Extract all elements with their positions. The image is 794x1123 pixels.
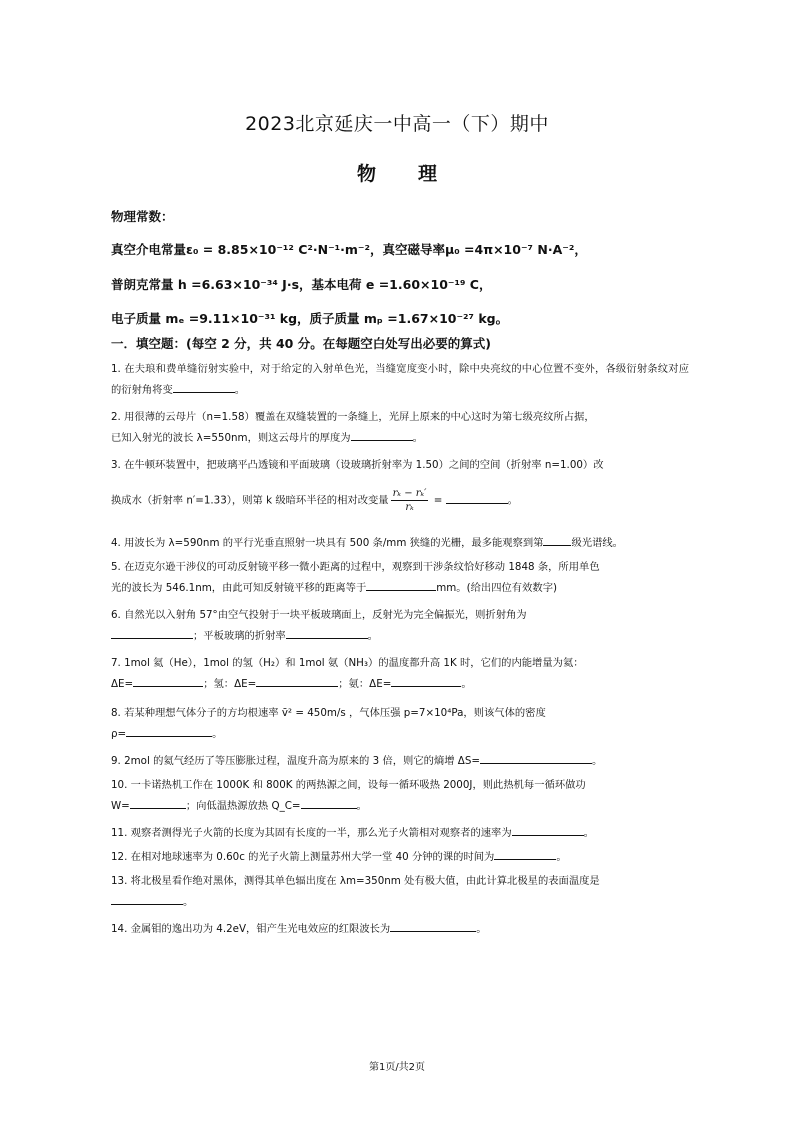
question-14 [111, 919, 689, 940]
question-1-text: 1. 在夫琅和费单缝衍射实验中，对于给定的入射单色光，当缝宽度变小时，除中央亮纹的中心位置不变外，各级衍射条纹对应的衍射角将变 [111, 363, 689, 396]
question-10-text-a: 10. 一卡诺热机工作在 1000K 和 800K 的两热源之间，设每一循环吸热 2000J，则此热机每一循环做功 [111, 779, 586, 791]
question-4-end: 级光谱线。 [571, 537, 623, 549]
question-7 [111, 653, 689, 695]
question-7-label-h2: ；氢：ΔE= [203, 678, 257, 690]
question-14-text: 14. 金属钼的逸出功为 4.2eV，钼产生光电效应的红限波长为 [111, 923, 391, 935]
question-8-text-a: 8. 若某种理想气体分子的方均根速率 v̄² = 450m/s ，气体压强 p=7×10⁴Pa，则该气体的密度 [111, 707, 546, 719]
answer-blank[interactable] [173, 380, 235, 393]
question-11-end: 。 [583, 827, 594, 839]
question-8-end: 。 [212, 728, 223, 740]
question-12 [111, 847, 689, 868]
relative-change-fraction [391, 487, 429, 514]
answer-blank[interactable] [301, 796, 357, 809]
answer-blank[interactable] [480, 751, 592, 764]
question-1-end: 。 [234, 384, 246, 396]
subject-title: 物理 [356, 163, 479, 185]
question-5-end: mm。(给出四位有效数字) [436, 582, 558, 594]
answer-blank[interactable] [494, 847, 556, 860]
question-9 [111, 751, 689, 772]
question-6-end: 。 [367, 630, 378, 642]
question-3 [111, 455, 689, 476]
answer-blank[interactable] [512, 823, 584, 836]
question-10-label-qc: ；向低温热源放热 Q_C= [185, 800, 301, 812]
answer-blank[interactable] [111, 626, 193, 639]
question-11 [111, 823, 689, 844]
question-2 [111, 407, 689, 449]
answer-blank[interactable] [286, 626, 368, 639]
answer-blank[interactable] [126, 724, 212, 737]
question-2-end: 。 [412, 432, 423, 444]
question-6 [111, 605, 689, 647]
question-7-label-he: ΔE= [111, 678, 134, 690]
question-13-end: 。 [183, 896, 194, 908]
answer-blank[interactable] [351, 428, 413, 441]
answer-blank[interactable] [256, 674, 338, 687]
question-10 [111, 775, 689, 817]
section-title: 一．填空题：(每空 2 分，共 40 分。在每题空白处写出必要的算式) [111, 336, 491, 351]
question-3-cont [111, 487, 689, 514]
question-9-text: 9. 2mol 的氦气经历了等压膨胀过程，温度升高为原来的 3 倍，则它的熵增 ΔS= [111, 755, 481, 767]
question-14-end: 。 [476, 923, 487, 935]
question-12-end: 。 [556, 851, 567, 863]
exam-title: 2023北京延庆一中高一（下）期中 [245, 113, 549, 135]
question-6-text-b: ；平板玻璃的折射率 [193, 630, 286, 642]
question-9-end: 。 [592, 755, 603, 767]
question-6-text-a: 6. 自然光以入射角 57°由空气投射于一块平板玻璃面上，反射光为完全偏振光，则折射角为 [111, 609, 527, 621]
question-7-text-a: 7. 1mol 氦（He），1mol 的氢（H₂）和 1mol 氨（NH₃）的温度都升高 1K 时，它们的内能增量为氦： [111, 657, 584, 669]
question-5-text-a: 5. 在迈克尔逊干涉仪的可动反射镜平移一微小距离的过程中，观察到干涉条纹恰好移动 1848 条，所用单色 [111, 561, 600, 573]
answer-blank[interactable] [543, 533, 571, 546]
question-8-label-rho: ρ= [111, 728, 127, 740]
question-10-label-w: W= [111, 800, 130, 812]
question-3-end: 。 [507, 494, 518, 507]
constants-heading: 物理常数： [111, 209, 174, 224]
fraction-denominator: rₖ [405, 502, 414, 513]
constants-line-1: 真空介电常量ε₀ = 8.85×10⁻¹² C²·N⁻¹·m⁻²，真空磁导率μ₀ =4π×10⁻⁷ N·A⁻²， [111, 242, 587, 257]
answer-blank[interactable] [111, 892, 183, 905]
answer-blank[interactable] [366, 578, 436, 591]
answer-blank[interactable] [446, 491, 508, 504]
question-12-text: 12. 在相对地球速率为 0.60c 的光子火箭上测量苏州大学一堂 40 分钟的课的时间为 [111, 851, 495, 863]
question-13-text: 13. 将北极星看作绝对黑体，测得其单色辐出度在 λm=350nm 处有极大值，由此计算北极星的表面温度是 [111, 875, 600, 887]
question-3-text-b: 换成水（折射率 n′=1.33），则第 k 级暗环半径的相对改变量 [111, 494, 389, 507]
question-4 [111, 533, 689, 554]
question-10-end: 。 [356, 800, 367, 812]
answer-blank[interactable] [390, 919, 476, 932]
constants-line-3: 电子质量 mₑ =9.11×10⁻³¹ kg，质子质量 mₚ =1.67×10⁻²⁷ kg。 [111, 311, 509, 326]
question-13 [111, 871, 689, 913]
question-5 [111, 557, 689, 599]
question-7-label-nh3: ；氨：ΔE= [338, 678, 392, 690]
question-2-text-a: 2. 用很薄的云母片（n=1.58）覆盖在双缝装置的一条缝上，光屏上原来的中心这时为第七级亮纹所占据， [111, 411, 595, 423]
answer-blank[interactable] [391, 674, 461, 687]
constants-line-2: 普朗克常量 h =6.63×10⁻³⁴ J·s，基本电荷 e =1.60×10⁻¹⁹ C， [111, 277, 492, 292]
question-2-text-b: 已知入射光的波长 λ=550nm，则这云母片的厚度为 [111, 432, 351, 444]
answer-blank[interactable] [133, 674, 203, 687]
question-1 [111, 359, 689, 401]
question-5-text-b: 光的波长为 546.1nm，由此可知反射镜平移的距离等于 [111, 582, 367, 594]
fraction-numerator: rₖ − rₖ′ [392, 488, 427, 499]
question-3-text-a: 3. 在牛顿环装置中，把玻璃平凸透镜和平面玻璃（设玻璃折射率为 1.50）之间的空间（折射率 n=1.00）改 [111, 459, 604, 471]
question-7-end: 。 [461, 678, 472, 690]
question-4-text: 4. 用波长为 λ=590nm 的平行光垂直照射一块具有 500 条/mm 狭缝的光栅，最多能观察到第 [111, 537, 544, 549]
page-number: 第1页/共2页 [368, 1062, 426, 1073]
answer-blank[interactable] [130, 796, 186, 809]
question-8 [111, 703, 689, 745]
equals-sign: = [430, 494, 446, 507]
question-11-text: 11. 观察者测得光子火箭的长度为其固有长度的一半，那么光子火箭相对观察者的速率为 [111, 827, 512, 839]
